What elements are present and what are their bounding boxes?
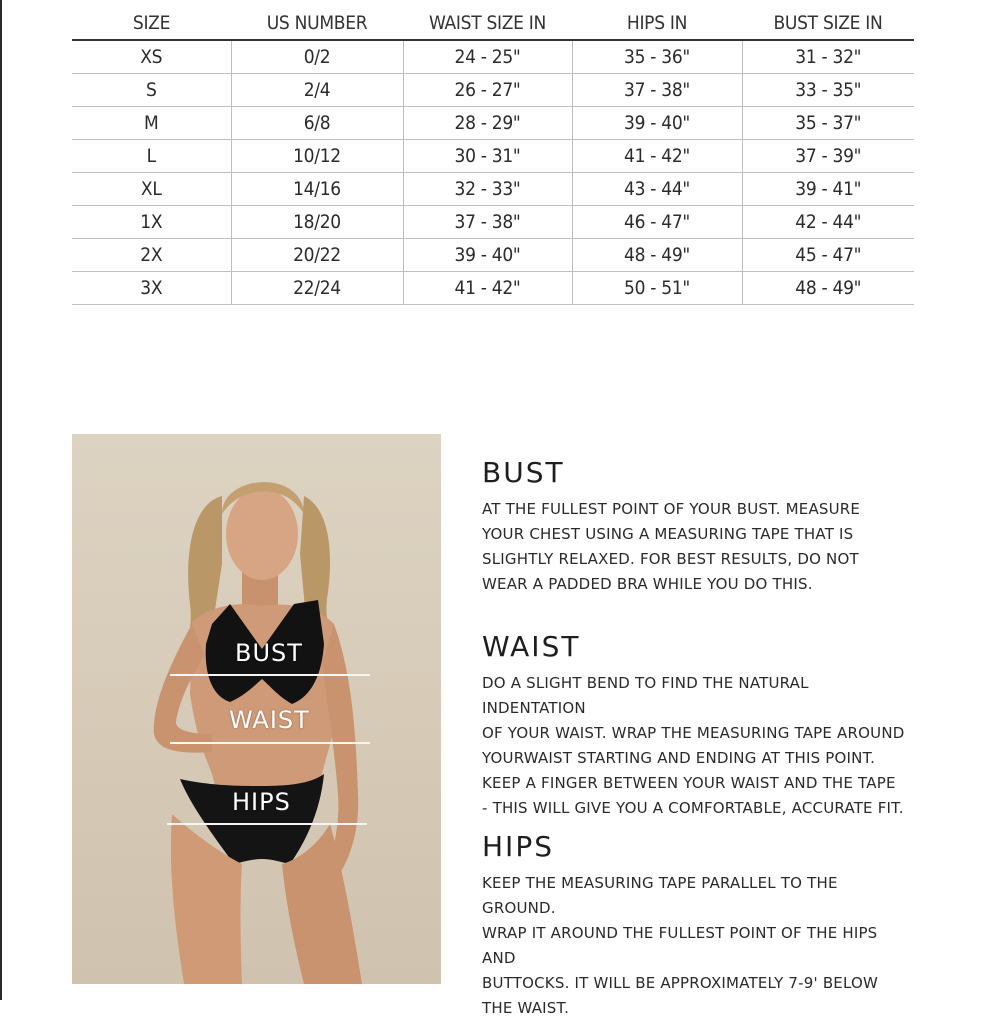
size-chart-table [72,6,914,305]
header-waist: WAIST SIZE IN [403,6,572,40]
waist-cell: 41 - 42" [403,272,572,305]
bust-cell: 35 - 37" [742,107,914,140]
table-row [72,239,914,272]
table-header-row [72,6,914,40]
bust-instructions [482,456,912,597]
waist-cell: 26 - 27" [403,74,572,107]
table-row [72,107,914,140]
hips-cell: 46 - 47" [572,206,742,239]
us-number-cell: 10/12 [231,140,403,173]
us-number-cell: 20/22 [231,239,403,272]
table-row [72,173,914,206]
size-cell: 1X [72,206,231,239]
us-number-cell: 22/24 [231,272,403,305]
table-row [72,140,914,173]
hips-cell: 41 - 42" [572,140,742,173]
table-row [72,40,914,74]
hips-instruction-text: KEEP THE MEASURING TAPE PARALLEL TO THE GROUND. WRAP IT AROUND THE FULLEST POINT OF THE HIPS AND BUTTOCKS. IT WILL BE APPROXIMATELY 7-9' BELOW THE WAIST. [482,874,879,1017]
waist-cell: 39 - 40" [403,239,572,272]
hips-cell: 37 - 38" [572,74,742,107]
hips-label: HIPS [232,788,291,816]
waist-instruction-text: DO A SLIGHT BEND TO FIND THE NATURAL INDENTATION OF YOUR WAIST. WRAP THE MEASURING TAPE AROUND YOURWAIST STARTING AND ENDING AT THIS POINT. KEEP A FINGER BETWEEN YOUR WAIST AND THE TAPE - THIS WILL GIVE YOU A COMFORTABLE, ACCURATE FIT. [482,674,905,817]
us-number-cell: 6/8 [231,107,403,140]
us-number-cell: 18/20 [231,206,403,239]
size-cell: 3X [72,272,231,305]
hips-measure-line [167,823,367,825]
hips-heading: HIPS [482,830,554,863]
model-photo [72,434,441,984]
size-cell: M [72,107,231,140]
waist-cell: 24 - 25" [403,40,572,74]
left-border [0,0,2,1000]
us-number-cell: 0/2 [231,40,403,74]
waist-cell: 37 - 38" [403,206,572,239]
header-bust: BUST SIZE IN [742,6,914,40]
header-hips: HIPS IN [572,6,742,40]
us-number-cell: 2/4 [231,74,403,107]
size-cell: S [72,74,231,107]
bust-cell: 48 - 49" [742,272,914,305]
waist-cell: 30 - 31" [403,140,572,173]
bust-cell: 45 - 47" [742,239,914,272]
table-row [72,206,914,239]
waist-cell: 28 - 29" [403,107,572,140]
header-size: SIZE [72,6,231,40]
bust-cell: 31 - 32" [742,40,914,74]
header-us-number: US NUMBER [231,6,403,40]
us-number-cell: 14/16 [231,173,403,206]
hips-cell: 35 - 36" [572,40,742,74]
bust-instruction-text: AT THE FULLEST POINT OF YOUR BUST. MEASURE YOUR CHEST USING A MEASURING TAPE THAT IS SLIGHTLY RELAXED. FOR BEST RESULTS, DO NOT WEAR A PADDED BRA WHILE YOU DO THIS. [482,500,861,593]
hips-instructions [482,830,912,1021]
waist-measure-line [170,742,370,744]
bust-cell: 39 - 41" [742,173,914,206]
bust-cell: 33 - 35" [742,74,914,107]
bust-measure-line [170,674,370,676]
waist-label: WAIST [229,706,310,734]
hips-cell: 39 - 40" [572,107,742,140]
hips-cell: 48 - 49" [572,239,742,272]
bust-label: BUST [235,639,303,667]
table-row [72,272,914,305]
table-row [72,74,914,107]
size-cell: 2X [72,239,231,272]
waist-instructions [482,630,912,821]
size-cell: XS [72,40,231,74]
bust-cell: 42 - 44" [742,206,914,239]
size-cell: XL [72,173,231,206]
hips-cell: 43 - 44" [572,173,742,206]
bust-heading: BUST [482,456,565,489]
waist-cell: 32 - 33" [403,173,572,206]
bust-cell: 37 - 39" [742,140,914,173]
hips-cell: 50 - 51" [572,272,742,305]
waist-heading: WAIST [482,630,581,663]
size-cell: L [72,140,231,173]
